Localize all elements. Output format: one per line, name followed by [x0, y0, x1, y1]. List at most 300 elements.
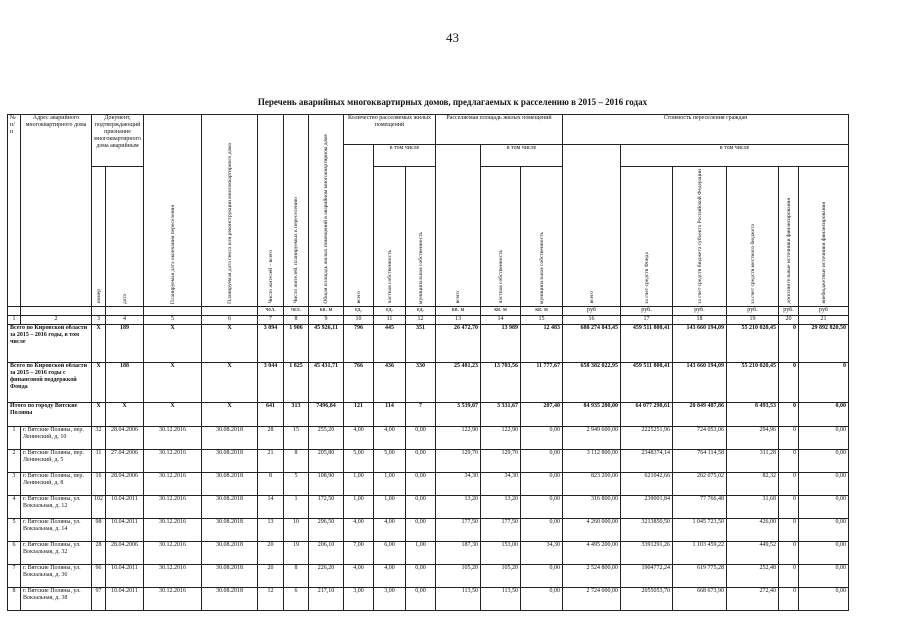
row-planned-end: 30.12.2016: [144, 472, 202, 495]
summary-cell: 0: [779, 402, 799, 426]
summary-cell: 114: [374, 402, 406, 426]
summary-cell: 459 511 808,41: [621, 324, 673, 362]
row-planned-end: 30.12.2016: [144, 449, 202, 472]
row-value: 2225251,96: [621, 426, 673, 449]
unit-cell: [106, 306, 144, 315]
row-value: 0: [779, 587, 799, 610]
row-doc-number: 32: [92, 426, 106, 449]
header-cost-subject: за счет средств бюджета субъекта Российской Федерации: [673, 167, 727, 307]
summary-cell: 64 077 298,61: [621, 402, 673, 426]
column-number-cell: 17: [621, 315, 673, 324]
row-value: 13,20: [436, 495, 481, 518]
row-value: 13: [258, 518, 284, 541]
summary-cell: 11 777,67: [521, 362, 563, 402]
row-value: 172,50: [309, 495, 344, 518]
row-value: 34,30: [521, 541, 563, 564]
column-number-cell: 4: [106, 315, 144, 324]
unit-cell: руб.: [621, 306, 673, 315]
row-value: 3,00: [344, 587, 374, 610]
unit-cell: [202, 306, 258, 315]
row-planned-end: 30.12.2016: [144, 541, 202, 564]
summary-row: [8, 402, 849, 426]
row-value: 31,68: [727, 495, 779, 518]
row-value: 296,50: [309, 518, 344, 541]
unit-cell: кв. м: [521, 306, 563, 315]
header-cost-extra: дополнительные источники финансирования: [779, 167, 799, 307]
row-address: г. Вятские Поляны, пер. Ленинский, д. 5: [21, 449, 92, 472]
summary-cell: 207,40: [521, 402, 563, 426]
row-value: 0: [779, 472, 799, 495]
column-numbers-row: [8, 315, 849, 324]
summary-row: [8, 362, 849, 402]
column-number-cell: 5: [144, 315, 202, 324]
summary-row: [8, 324, 849, 362]
table-body: [8, 306, 849, 610]
row-value: 4 260 000,00: [563, 518, 621, 541]
table-row: [8, 587, 849, 610]
header-planned-demolish: Планируемая дата сноса или реконструкции многоквартирного дома: [202, 115, 258, 307]
row-value: 0,00: [799, 449, 849, 472]
row-doc-date: 28.04.2006: [106, 472, 144, 495]
row-value: 764 114,58: [673, 449, 727, 472]
row-value: 34,30: [481, 472, 521, 495]
row-value: 316 800,00: [563, 495, 621, 518]
row-value: 0,00: [406, 426, 436, 449]
column-number-cell: 1: [8, 315, 21, 324]
summary-cell: 121: [344, 402, 374, 426]
unit-cell: чел.: [258, 306, 284, 315]
summary-cell: 13 703,56: [481, 362, 521, 402]
summary-label: Итого по городу Вятские Поляны: [8, 402, 92, 426]
row-value: 14: [258, 495, 284, 518]
row-value: 0,00: [406, 587, 436, 610]
page-number: 43: [446, 30, 459, 45]
header-area-sum: всего: [436, 145, 481, 307]
row-value: 7,00: [344, 541, 374, 564]
row-value: 129,70: [481, 449, 521, 472]
column-number-cell: 10: [344, 315, 374, 324]
summary-cell: 766: [344, 362, 374, 402]
summary-cell: X: [144, 402, 202, 426]
summary-cell: 8 493,53: [727, 402, 779, 426]
unit-cell: кв. м: [436, 306, 481, 315]
row-value: 4,00: [344, 564, 374, 587]
row-doc-date: 10.04.2011: [106, 564, 144, 587]
row-value: 2348374,14: [621, 449, 673, 472]
row-value: 255,20: [309, 426, 344, 449]
unit-cell: кв. м: [309, 306, 344, 315]
row-value: 122,90: [481, 426, 521, 449]
summary-cell: 7496,84: [309, 402, 344, 426]
row-doc-date: 10.04.2011: [106, 518, 144, 541]
row-planned-demolish: 30.08.2018: [202, 449, 258, 472]
row-address: г. Вятские Поляны, ул. Вокзальная, д. 32: [21, 541, 92, 564]
unit-cell: [21, 306, 92, 315]
row-value: 5,00: [344, 449, 374, 472]
row-value: 0,00: [799, 426, 849, 449]
row-address: г. Вятские Поляны, пер. Ленинский, д. 10: [21, 426, 92, 449]
summary-cell: 143 660 194,09: [673, 362, 727, 402]
column-number-cell: 12: [406, 315, 436, 324]
row-value: 0,00: [521, 495, 563, 518]
row-value: 82,32: [727, 472, 779, 495]
unit-cell: руб: [799, 306, 849, 315]
unit-cell: [8, 306, 21, 315]
row-value: 619 775,28: [673, 564, 727, 587]
header-count-group: Количество расселяемых жилых помещений: [344, 115, 436, 145]
row-number: 2: [8, 449, 21, 472]
summary-cell: X: [144, 324, 202, 362]
header-area-group: Расселяемая площадь жилых помещений: [436, 115, 563, 145]
header-cost-local: за счет средств местного бюджета: [727, 167, 779, 307]
column-number-cell: 19: [727, 315, 779, 324]
row-value: 272,40: [727, 587, 779, 610]
row-doc-date: 10.04.2011: [106, 587, 144, 610]
summary-cell: 641: [258, 402, 284, 426]
row-doc-date: 28.04.2006: [106, 426, 144, 449]
unit-cell: кв. м: [481, 306, 521, 315]
row-planned-end: 30.12.2016: [144, 587, 202, 610]
row-value: 0: [779, 495, 799, 518]
unit-cell: руб.: [673, 306, 727, 315]
header-area-municipal: муниципальная собственность: [521, 167, 563, 307]
row-value: 0,00: [406, 564, 436, 587]
summary-cell: 351: [406, 324, 436, 362]
summary-cell: 25 481,23: [436, 362, 481, 402]
summary-label: Всего по Кировской области за 2015 – 2016 годы, в том числе: [8, 324, 92, 362]
row-value: 1,00: [374, 495, 406, 518]
summary-cell: X: [202, 402, 258, 426]
row-value: 0: [779, 426, 799, 449]
row-doc-number: 28: [92, 541, 106, 564]
header-cost-fund: за счет средств Фонда: [621, 167, 673, 307]
row-doc-number: 11: [92, 449, 106, 472]
header-address: Адрес аварийного многоквартирного дома: [21, 115, 92, 307]
summary-cell: 3 094: [258, 324, 284, 362]
row-value: 823 200,00: [563, 472, 621, 495]
summary-cell: 45 431,71: [309, 362, 344, 402]
header-area-private: частная собственность: [481, 167, 521, 307]
table-row: [8, 449, 849, 472]
column-number-cell: 21: [799, 315, 849, 324]
row-number: 4: [8, 495, 21, 518]
row-value: 105,20: [436, 564, 481, 587]
summary-cell: 436: [374, 362, 406, 402]
row-value: 122,90: [436, 426, 481, 449]
row-value: 426,00: [727, 518, 779, 541]
unit-cell: руб.: [779, 306, 799, 315]
row-value: 0,00: [521, 564, 563, 587]
row-value: 0,00: [799, 541, 849, 564]
row-value: 10: [284, 518, 309, 541]
summary-cell: 26 472,70: [436, 324, 481, 362]
summary-cell: 1 825: [284, 362, 309, 402]
row-number: 8: [8, 587, 21, 610]
row-value: 177,50: [436, 518, 481, 541]
header-cost-incl: в том числе: [621, 145, 849, 167]
housing-table: [7, 114, 849, 611]
unit-cell: ед.: [374, 306, 406, 315]
column-number-cell: 8: [284, 315, 309, 324]
row-value: 0: [779, 541, 799, 564]
row-value: 129,70: [436, 449, 481, 472]
row-value: 0,00: [406, 449, 436, 472]
row-value: 105,20: [481, 564, 521, 587]
column-number-cell: 20: [779, 315, 799, 324]
row-planned-demolish: 30.08.2018: [202, 564, 258, 587]
row-value: 449,52: [727, 541, 779, 564]
header-residents: Число жителей – всего: [258, 115, 284, 307]
summary-cell: 55 210 020,45: [727, 324, 779, 362]
unit-cell: ед.: [344, 306, 374, 315]
row-planned-end: 30.12.2016: [144, 518, 202, 541]
column-number-cell: 16: [563, 315, 621, 324]
header-document: Документ, подтверждающий признание многоквартирного дома аварийным: [92, 115, 144, 167]
summary-cell: 84 935 280,00: [563, 402, 621, 426]
row-doc-number: 96: [92, 564, 106, 587]
row-value: 3213850,50: [621, 518, 673, 541]
column-number-cell: 3: [92, 315, 106, 324]
summary-cell: 20 849 487,86: [673, 402, 727, 426]
row-value: 4,00: [374, 564, 406, 587]
row-value: 1 045 723,50: [673, 518, 727, 541]
row-planned-demolish: 30.08.2018: [202, 495, 258, 518]
header-cost-group: Стоимость переселения граждан: [563, 115, 849, 145]
summary-cell: 330: [406, 362, 436, 402]
row-value: 0,00: [406, 495, 436, 518]
row-address: г. Вятские Поляны, ул. Вокзальная, д. 38: [21, 587, 92, 610]
row-value: 0,00: [521, 587, 563, 610]
row-doc-date: 10.04.2011: [106, 495, 144, 518]
summary-cell: 688 274 843,45: [563, 324, 621, 362]
summary-cell: 13 989: [481, 324, 521, 362]
row-value: 5,00: [374, 449, 406, 472]
header-count-municipal: муниципальная собственность: [406, 167, 436, 307]
row-value: 0: [779, 564, 799, 587]
summary-cell: 3 539,07: [436, 402, 481, 426]
table-row: [8, 564, 849, 587]
row-value: 8: [284, 564, 309, 587]
row-value: 2055053,70: [621, 587, 673, 610]
row-address: г. Вятские Поляны, ул. Вокзальная, д. 14: [21, 518, 92, 541]
table-row: [8, 495, 849, 518]
unit-cell: чел.: [284, 306, 309, 315]
row-value: 724 053,06: [673, 426, 727, 449]
header-residents-plan: Число жителей, планируемых к переселению: [284, 115, 309, 307]
row-value: 0,00: [521, 426, 563, 449]
row-doc-number: 98: [92, 518, 106, 541]
row-planned-demolish: 30.08.2018: [202, 587, 258, 610]
row-value: 2 524 800,00: [563, 564, 621, 587]
row-number: 7: [8, 564, 21, 587]
row-value: 0,00: [799, 587, 849, 610]
row-value: 19: [284, 541, 309, 564]
row-planned-demolish: 30.08.2018: [202, 472, 258, 495]
summary-cell: 188: [106, 362, 144, 402]
row-value: 0,00: [521, 518, 563, 541]
summary-label: Всего по Кировской области за 2015 – 2016 годы с финансовой поддержкой Фонда: [8, 362, 92, 402]
row-value: 226,20: [309, 564, 344, 587]
summary-cell: 3 331,67: [481, 402, 521, 426]
header-doc-date: дата: [106, 167, 144, 307]
row-value: 0,00: [799, 472, 849, 495]
row-value: 2 949 600,00: [563, 426, 621, 449]
row-value: 202 075,02: [673, 472, 727, 495]
summary-cell: X: [202, 362, 258, 402]
row-planned-end: 30.12.2016: [144, 426, 202, 449]
unit-cell: руб.: [727, 306, 779, 315]
row-value: 5: [284, 472, 309, 495]
row-value: 206,10: [309, 541, 344, 564]
row-value: 113,50: [436, 587, 481, 610]
row-value: 21: [258, 449, 284, 472]
row-value: 153,00: [481, 541, 521, 564]
summary-cell: 445: [374, 324, 406, 362]
unit-cell: ед.: [406, 306, 436, 315]
row-value: 1,00: [406, 541, 436, 564]
row-value: 1,00: [344, 495, 374, 518]
summary-cell: X: [202, 324, 258, 362]
units-row: [8, 306, 849, 315]
row-doc-number: 102: [92, 495, 106, 518]
summary-cell: 45 926,11: [309, 324, 344, 362]
summary-cell: X: [92, 324, 106, 362]
row-doc-number: 97: [92, 587, 106, 610]
row-value: 1: [284, 495, 309, 518]
row-number: 3: [8, 472, 21, 495]
row-doc-date: 27.04.2006: [106, 449, 144, 472]
row-address: г. Вятские Поляны, ул. Вокзальная, д. 36: [21, 564, 92, 587]
row-value: 113,50: [481, 587, 521, 610]
row-doc-number: 16: [92, 472, 106, 495]
row-value: 0,00: [799, 518, 849, 541]
row-value: 6,00: [374, 541, 406, 564]
summary-cell: 0: [799, 362, 849, 402]
row-value: 28: [258, 426, 284, 449]
summary-cell: X: [144, 362, 202, 402]
row-value: 13,20: [481, 495, 521, 518]
column-number-cell: 18: [673, 315, 727, 324]
row-value: 34,30: [436, 472, 481, 495]
row-value: 4 495 200,00: [563, 541, 621, 564]
row-value: 8: [284, 449, 309, 472]
row-value: 668 673,90: [673, 587, 727, 610]
row-value: 4,00: [344, 426, 374, 449]
summary-cell: 55 210 020,45: [727, 362, 779, 402]
row-value: 0,00: [799, 495, 849, 518]
summary-cell: X: [106, 402, 144, 426]
row-value: 0: [779, 518, 799, 541]
summary-cell: 12 483: [521, 324, 563, 362]
summary-cell: 143 660 194,09: [673, 324, 727, 362]
column-number-cell: 11: [374, 315, 406, 324]
row-value: 621042,66: [621, 472, 673, 495]
summary-cell: 3 044: [258, 362, 284, 402]
row-value: 0,00: [406, 472, 436, 495]
header-area-total: Общая площадь жилых помещений в аварийном многоквартирном доме: [309, 115, 344, 307]
column-number-cell: 13: [436, 315, 481, 324]
row-value: 0,00: [521, 472, 563, 495]
column-number-cell: 2: [21, 315, 92, 324]
document-title: Перечень аварийных многоквартирных домов, предлагаемых к расселению в 2015 – 2016 годах: [257, 97, 648, 107]
row-value: 20: [258, 541, 284, 564]
header-count-private: частная собственность: [374, 167, 406, 307]
column-number-cell: 9: [309, 315, 344, 324]
row-value: 4,00: [344, 518, 374, 541]
row-value: 294,96: [727, 426, 779, 449]
row-value: 15: [284, 426, 309, 449]
row-value: 0,00: [799, 564, 849, 587]
header-cost-total: всего: [563, 145, 621, 307]
row-planned-demolish: 30.08.2018: [202, 426, 258, 449]
row-value: 1,00: [344, 472, 374, 495]
summary-cell: 0: [779, 324, 799, 362]
unit-cell: [144, 306, 202, 315]
row-value: 239001,84: [621, 495, 673, 518]
row-value: 1904772,24: [621, 564, 673, 587]
header-cost-needed: внебюджетные источники финансирования: [799, 167, 849, 307]
header-number: № п/п: [8, 115, 21, 307]
row-planned-end: 30.12.2016: [144, 495, 202, 518]
summary-cell: 0: [779, 362, 799, 402]
row-value: 1,00: [374, 472, 406, 495]
header-planned-end: Планируемая дата окончания переселения: [144, 115, 202, 307]
row-number: 1: [8, 426, 21, 449]
row-planned-end: 30.12.2016: [144, 564, 202, 587]
row-value: 252,48: [727, 564, 779, 587]
summary-cell: 313: [284, 402, 309, 426]
summary-cell: 0,00: [799, 402, 849, 426]
row-planned-demolish: 30.08.2018: [202, 541, 258, 564]
table-row: [8, 518, 849, 541]
unit-cell: [92, 306, 106, 315]
summary-cell: X: [92, 402, 106, 426]
row-value: 2 724 000,00: [563, 587, 621, 610]
row-value: 0,00: [406, 518, 436, 541]
column-number-cell: 14: [481, 315, 521, 324]
summary-cell: 658 382 022,95: [563, 362, 621, 402]
row-value: 6: [284, 587, 309, 610]
row-value: 3391291,26: [621, 541, 673, 564]
summary-cell: X: [92, 362, 106, 402]
column-number-cell: 7: [258, 315, 284, 324]
row-number: 6: [8, 541, 21, 564]
row-value: 0: [779, 449, 799, 472]
row-value: 0,00: [521, 449, 563, 472]
row-number: 5: [8, 518, 21, 541]
row-doc-date: 28.04.2006: [106, 541, 144, 564]
column-number-cell: 15: [521, 315, 563, 324]
row-value: 20: [258, 564, 284, 587]
row-address: г. Вятские Поляны, пер. Ленинский, д. 8: [21, 472, 92, 495]
header-count-total: всего: [344, 145, 374, 307]
row-value: 77 766,48: [673, 495, 727, 518]
summary-cell: 459 511 808,41: [621, 362, 673, 402]
table-row: [8, 541, 849, 564]
summary-cell: 1 906: [284, 324, 309, 362]
row-value: 12: [258, 587, 284, 610]
row-value: 108,90: [309, 472, 344, 495]
row-value: 177,50: [481, 518, 521, 541]
summary-cell: 796: [344, 324, 374, 362]
column-number-cell: 6: [202, 315, 258, 324]
row-value: 3 112 800,00: [563, 449, 621, 472]
row-planned-demolish: 30.08.2018: [202, 518, 258, 541]
row-value: 205,80: [309, 449, 344, 472]
unit-cell: руб: [563, 306, 621, 315]
row-value: 4,00: [374, 518, 406, 541]
header-count-incl: в том числе: [374, 145, 436, 167]
